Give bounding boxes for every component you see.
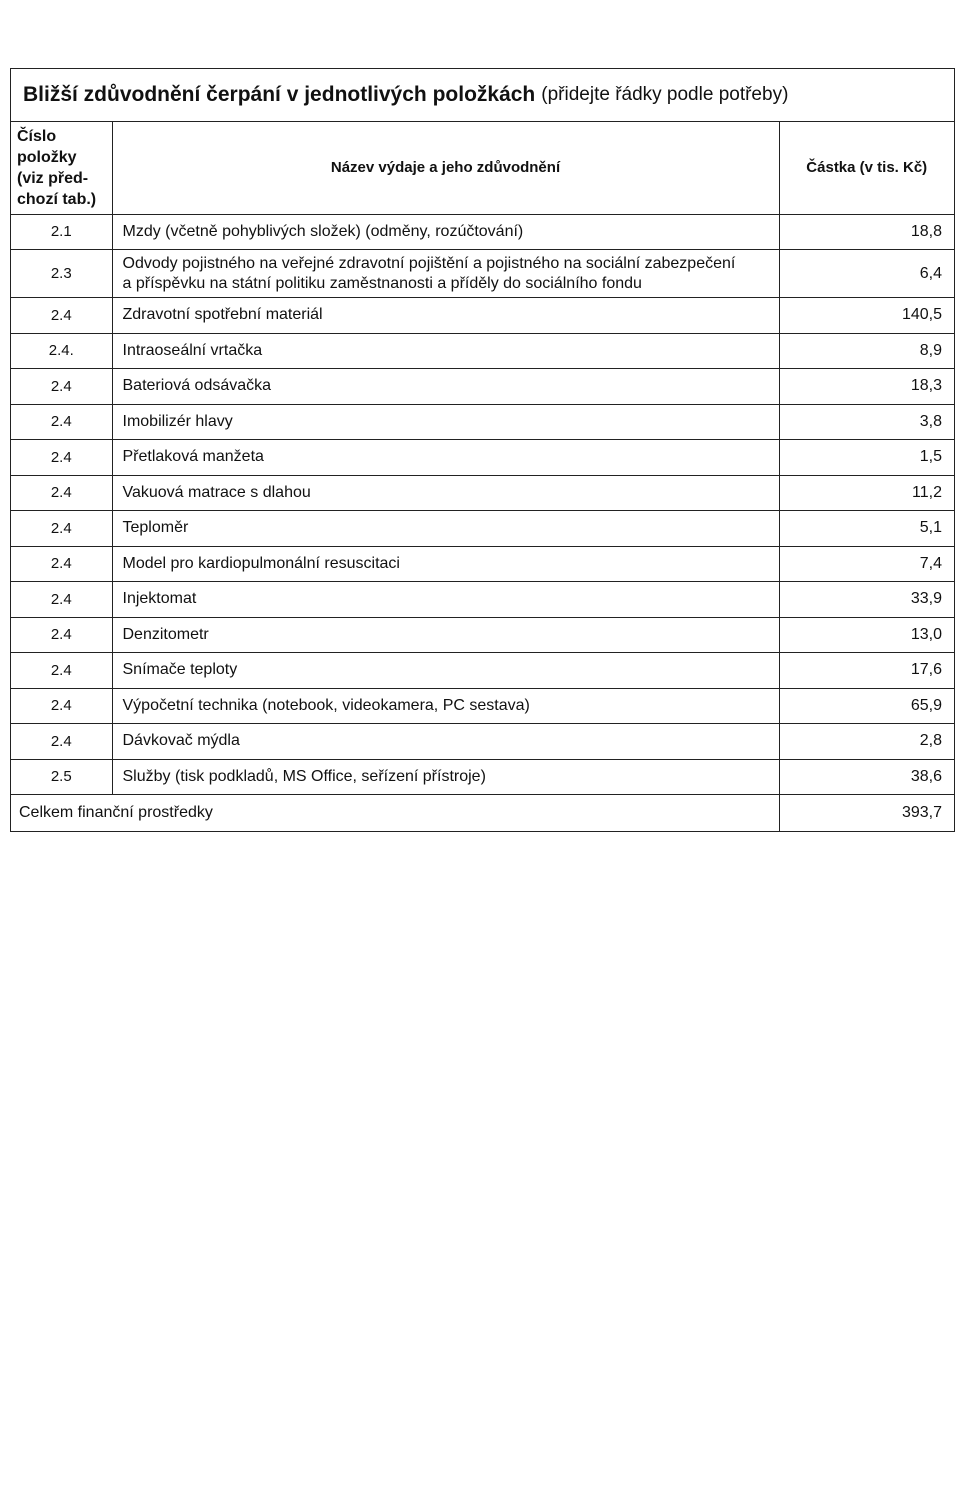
expense-name-cell: [112, 475, 779, 511]
table-title-row: [11, 69, 954, 122]
expense-name-cell: [112, 250, 779, 298]
table-row: [11, 214, 954, 250]
amount-cell: 13,0: [779, 617, 954, 653]
expense-name-cell: [112, 759, 779, 795]
header-item-number-line: chozí tab.): [17, 190, 97, 208]
amount-cell: 140,5: [779, 298, 954, 334]
item-number-cell: 2.4: [11, 653, 112, 689]
table-row: [11, 475, 954, 511]
expense-name-line: Injektomat: [122, 590, 197, 608]
expense-name-line: Vakuová matrace s dlahou: [122, 483, 311, 501]
table-row: [11, 511, 954, 547]
item-number-cell: 2.4: [11, 369, 112, 405]
expense-name-line: Služby (tisk podkladů, MS Office, seřízení přístroje): [122, 767, 486, 785]
expense-name-cell: [112, 404, 779, 440]
expense-name-cell: [112, 653, 779, 689]
table-row: [11, 404, 954, 440]
expense-name-cell: [112, 724, 779, 760]
item-number-cell: 2.1: [11, 214, 112, 250]
amount-cell: 8,9: [779, 333, 954, 369]
expense-name-cell: [112, 440, 779, 476]
header-item-number-line: (viz před-: [17, 169, 89, 187]
item-number-cell: 2.4: [11, 688, 112, 724]
item-number-cell: 2.4: [11, 404, 112, 440]
item-number-cell: 2.4: [11, 475, 112, 511]
table-row: [11, 298, 954, 334]
expense-name-cell: [112, 214, 779, 250]
expense-name-cell: [112, 582, 779, 618]
expense-name-cell: [112, 333, 779, 369]
total-amount: 393,7: [779, 795, 954, 831]
expense-justification-table-frame: [10, 68, 955, 832]
item-number-cell: 2.4: [11, 582, 112, 618]
expense-name-line: Bateriová odsávačka: [122, 377, 272, 395]
item-number-cell: 2.4.: [11, 333, 112, 369]
header-expense-name: Název výdaje a jeho zdůvodnění: [112, 122, 779, 214]
expense-name-line: Odvody pojistného na veřejné zdravotní pojištění a pojistného na sociální zabezpečení: [122, 254, 736, 272]
table-row: [11, 759, 954, 795]
amount-cell: 17,6: [779, 653, 954, 689]
table-header-row: [11, 122, 954, 214]
expense-name-line: Mzdy (včetně pohyblivých složek) (odměny, rozúčtování): [122, 222, 524, 240]
amount-cell: 11,2: [779, 475, 954, 511]
header-item-number-line: položky: [17, 148, 77, 166]
table-title: Bližší zdůvodnění čerpání v jednotlivých položkách: [23, 83, 536, 106]
table-row: [11, 724, 954, 760]
table-row: [11, 546, 954, 582]
table-row: [11, 440, 954, 476]
amount-cell: 3,8: [779, 404, 954, 440]
amount-cell: 33,9: [779, 582, 954, 618]
expense-name-line: Teploměr: [122, 519, 189, 537]
item-number-cell: 2.4: [11, 298, 112, 334]
expense-name-line: Denzitometr: [122, 625, 209, 643]
total-label: Celkem finanční prostředky: [11, 795, 779, 831]
expense-name-line: Dávkovač mýdla: [122, 732, 240, 750]
header-item-number-line: Číslo: [17, 127, 57, 145]
table-row: [11, 582, 954, 618]
table-row: [11, 333, 954, 369]
expense-name-cell: [112, 369, 779, 405]
item-number-cell: 2.4: [11, 724, 112, 760]
amount-cell: 18,8: [779, 214, 954, 250]
amount-cell: 7,4: [779, 546, 954, 582]
table-title-note: (přidejte řádky podle potřeby): [541, 84, 789, 105]
amount-cell: 5,1: [779, 511, 954, 547]
expense-name-line: Snímače teploty: [122, 661, 238, 679]
expense-name-cell: [112, 298, 779, 334]
expense-name-line: Přetlaková manžeta: [122, 448, 264, 466]
item-number-cell: 2.5: [11, 759, 112, 795]
expense-name-line: Imobilizér hlavy: [122, 412, 233, 430]
expense-name-cell: [112, 617, 779, 653]
expense-table: [11, 122, 954, 831]
table-row: [11, 617, 954, 653]
table-row: [11, 653, 954, 689]
amount-cell: 65,9: [779, 688, 954, 724]
expense-name-line: a příspěvku na státní politiku zaměstnanosti a příděly do sociálního fondu: [122, 274, 642, 292]
table-row: [11, 250, 954, 298]
amount-cell: 6,4: [779, 250, 954, 298]
table-row: [11, 688, 954, 724]
total-row: [11, 795, 954, 831]
table-row: [11, 369, 954, 405]
item-number-cell: 2.3: [11, 250, 112, 298]
item-number-cell: 2.4: [11, 511, 112, 547]
expense-name-cell: [112, 511, 779, 547]
header-amount: Částka (v tis. Kč): [779, 122, 954, 214]
amount-cell: 1,5: [779, 440, 954, 476]
expense-name-cell: [112, 688, 779, 724]
amount-cell: 18,3: [779, 369, 954, 405]
item-number-cell: 2.4: [11, 617, 112, 653]
expense-name-line: Zdravotní spotřební materiál: [122, 306, 323, 324]
amount-cell: 38,6: [779, 759, 954, 795]
header-item-number: [11, 122, 112, 214]
expense-name-line: Výpočetní technika (notebook, videokamera, PC sestava): [122, 696, 530, 714]
amount-cell: 2,8: [779, 724, 954, 760]
expense-name-cell: [112, 546, 779, 582]
expense-name-line: Intraoseální vrtačka: [122, 341, 263, 359]
expense-name-line: Model pro kardiopulmonální resuscitaci: [122, 554, 400, 572]
item-number-cell: 2.4: [11, 546, 112, 582]
item-number-cell: 2.4: [11, 440, 112, 476]
